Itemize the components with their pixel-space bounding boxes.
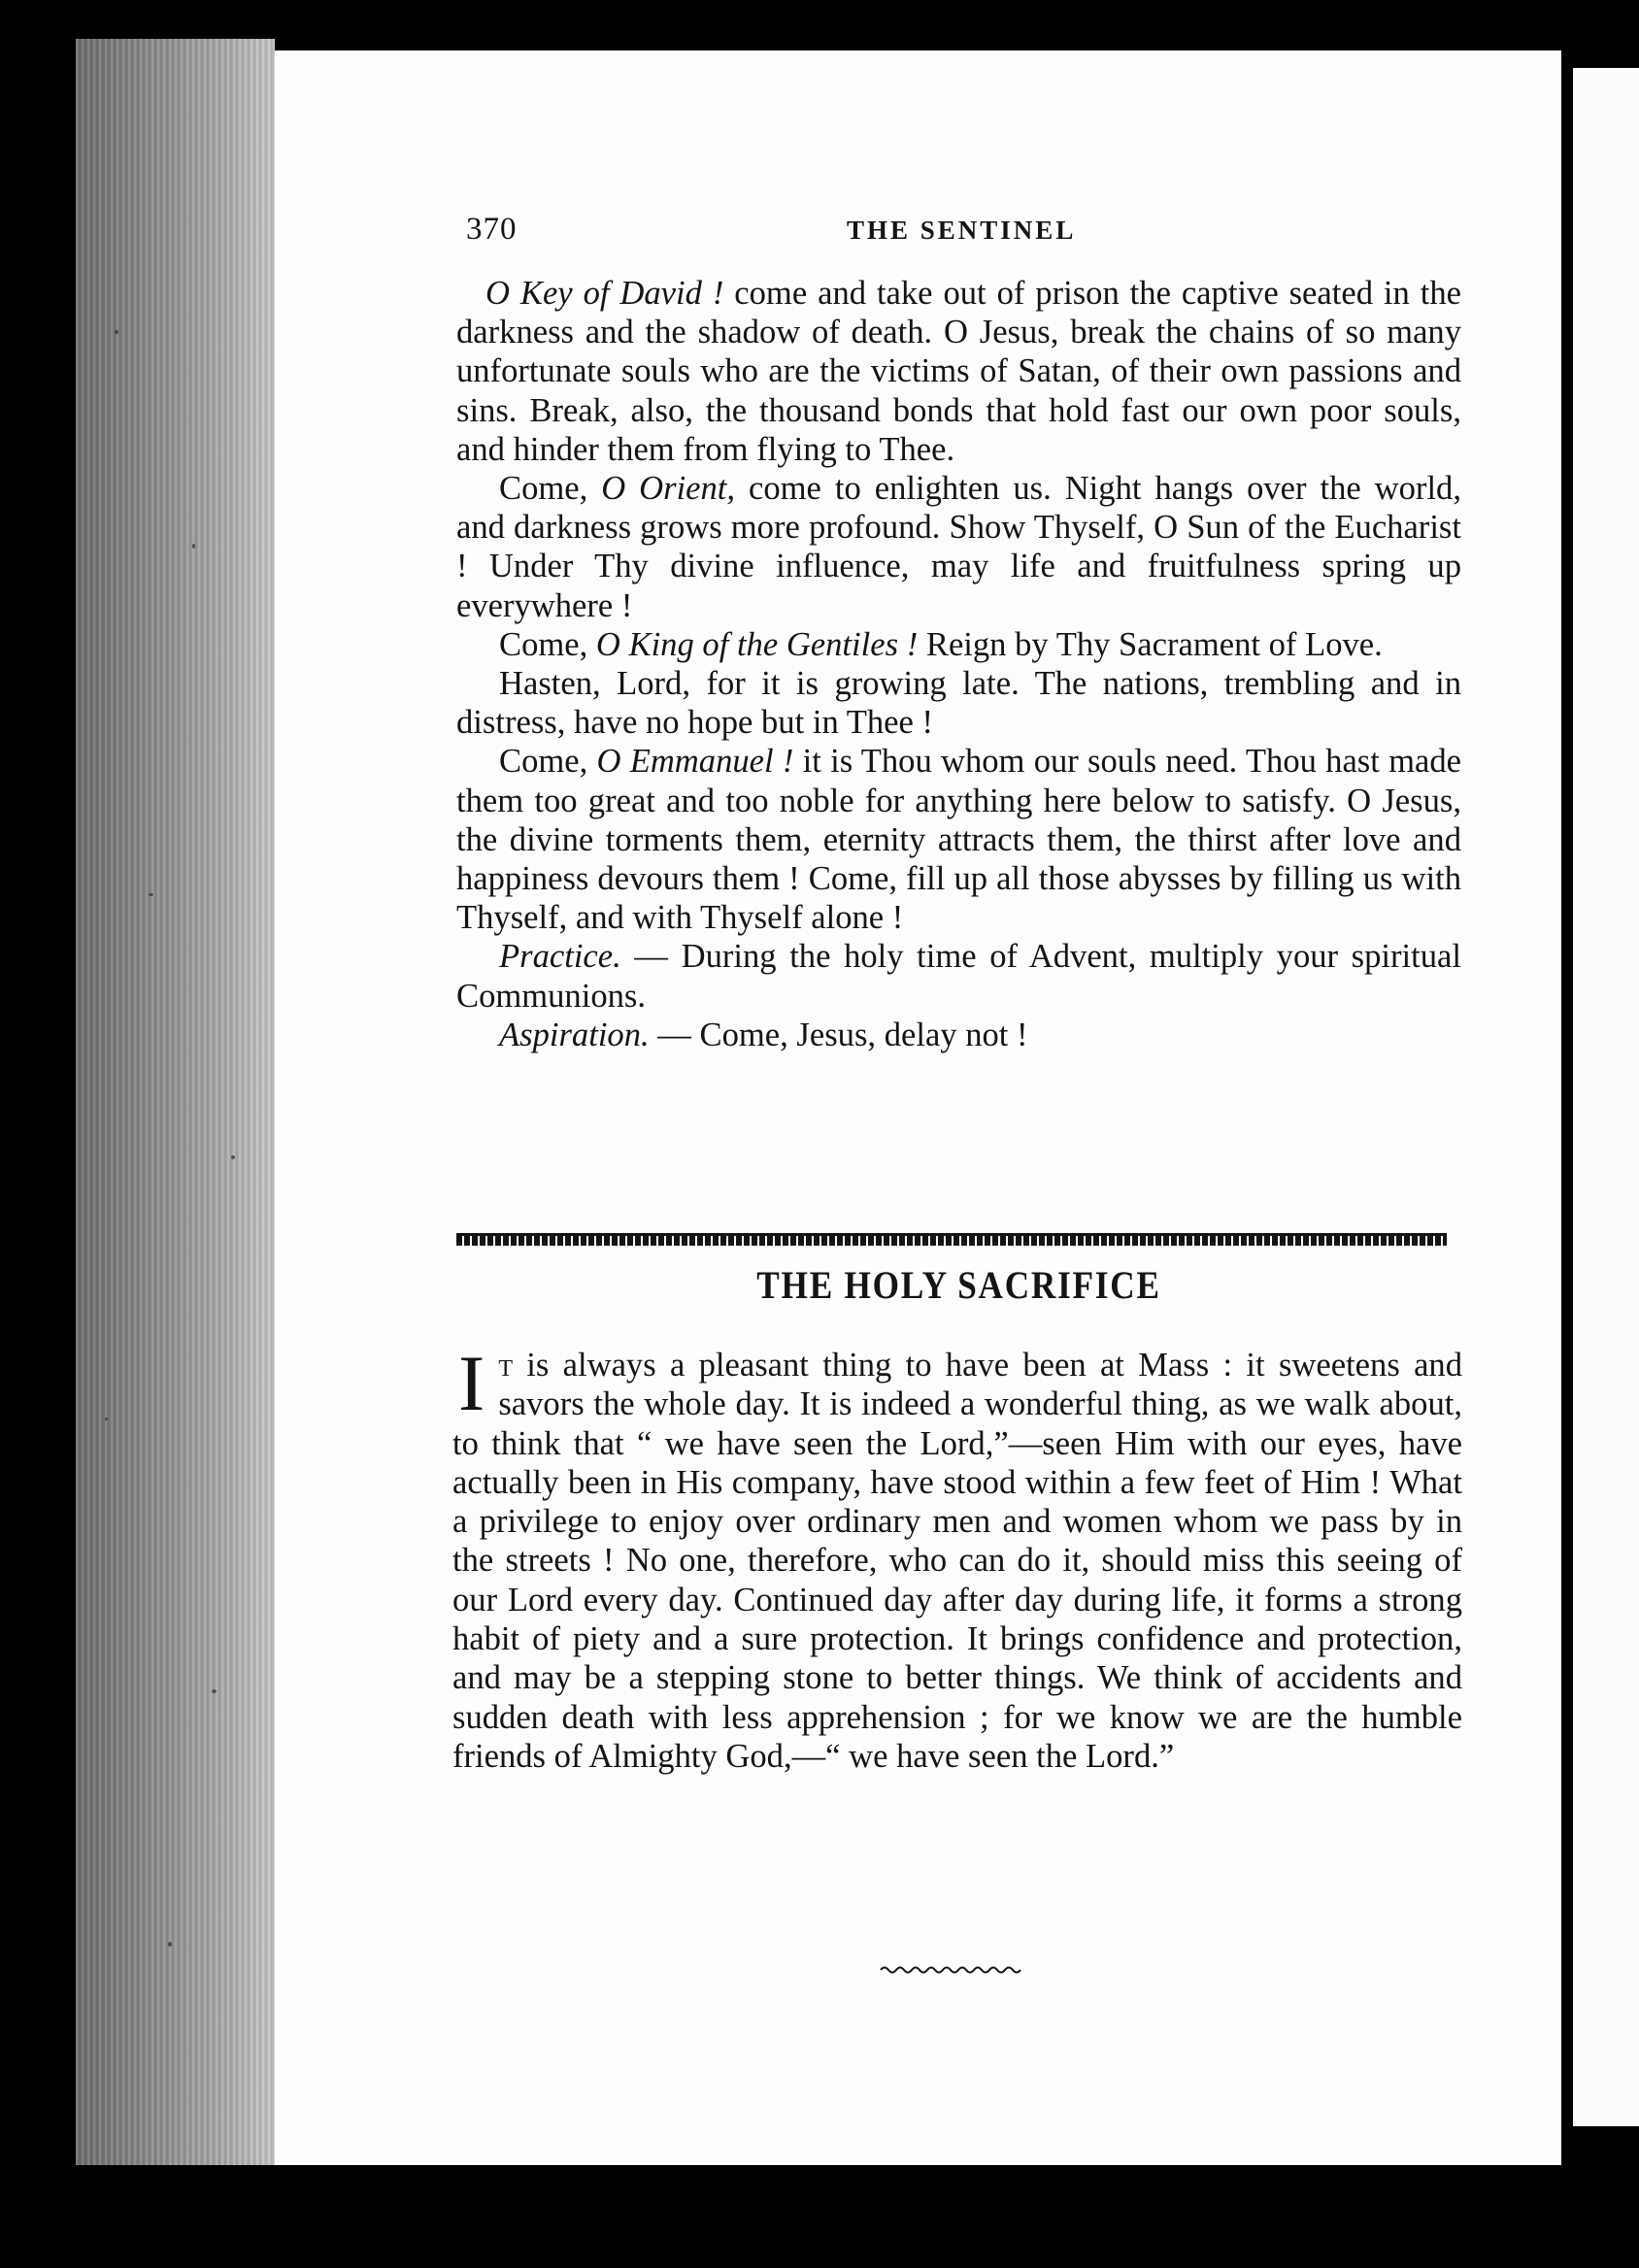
paragraph-text: come to enlighten us. Night hangs over the world, and darkness grows more profound. Show Thyself, O Sun of the Eucharist ! Under Thy divine influence, may life and fruitfulness spring up everywhere ! xyxy=(456,470,1461,624)
article-paragraph: is always a pleasant thing to have been at Mass : it sweetens and savors the whole day. It is indeed a wonderful thing, as we walk about, to think that “ we have seen the Lord,”—seen Him with our eyes, have actually been in His company, have stood within a few feet of Him ! What a privilege to enjoy over ordinary men and women whom we pass by in the streets ! No one, therefore, who can do it, should miss this seeing of our Lord every day. Continued day after day during life, it forms a strong habit of piety and a sure protection. It brings confidence and protection, and may be a stepping stone to better things. We think of accidents and sudden death with less apprehension ; for we know we are the humble friends of Almighty God,—“ we have seen the Lord.” xyxy=(452,1347,1462,1775)
invocation-italic: O Key of David ! xyxy=(485,275,724,312)
ornamental-divider xyxy=(456,1233,1447,1246)
practice-text: — During the holy time of Advent, multiply your spiritual Communions. xyxy=(456,938,1461,1015)
paper-speck xyxy=(192,544,195,549)
paragraph-text: it is Thou whom our souls need. Thou hast made them too great and too noble for anything here below to satisfy. O Jesus, the divine torments them, eternity attracts them, the thirst after love and happiness devours them ! Come, fill up all those abysses by filling us with Thyself, and with Thyself alone ! xyxy=(456,743,1461,937)
book-page-edges xyxy=(76,39,275,2165)
paragraph-emmanuel xyxy=(456,742,1461,937)
paragraph-text: Hasten, Lord, for it is growing late. The nations, trembling and in distress, have no hope but in Thee ! xyxy=(456,665,1461,742)
paragraph-text: Reign by Thy Sacrament of Love. xyxy=(918,625,1383,663)
paragraph-text: come and take out of prison the captive seated in the darkness and the shadow of death. O Jesus, break the chains of so many unfortunate souls who are the victims of Satan, of their own passions and sins. Break, also, the thousand bonds that hold fast our own poor souls, and hinder them from flying to Thee. xyxy=(456,275,1461,468)
paper-speck xyxy=(212,1689,217,1693)
running-head xyxy=(466,212,1456,250)
paper-speck xyxy=(149,893,153,896)
aspiration-label: Aspiration. xyxy=(499,1016,650,1053)
paragraph-lead: Come, xyxy=(499,625,596,663)
article-body xyxy=(452,1339,1462,1776)
journal-title: THE SENTINEL xyxy=(847,216,1077,245)
invocation-italic: O Orient, xyxy=(601,470,736,508)
paragraph-aspiration xyxy=(456,1016,1461,1054)
first-word-rest: t xyxy=(498,1347,513,1384)
paragraph-lead: Come, xyxy=(499,470,602,508)
paper-speck xyxy=(168,1942,172,1947)
practice-label: Practice. xyxy=(499,938,621,976)
drop-cap: I xyxy=(458,1339,485,1427)
paragraph-lead: Come, xyxy=(499,743,597,781)
paper-speck xyxy=(115,330,118,334)
paper-speck xyxy=(105,1418,108,1420)
paragraph-king-of-gentiles xyxy=(456,625,1461,664)
invocation-italic: O King of the Gentiles ! xyxy=(595,625,919,663)
paper-speck xyxy=(231,1155,235,1159)
paragraph-key-of-david xyxy=(456,274,1461,469)
tail-ornament xyxy=(879,1963,1024,1977)
invocation-italic: O Emmanuel ! xyxy=(596,743,794,781)
continued-article-text xyxy=(456,274,1461,1054)
article-title: THE HOLY SACRIFICE xyxy=(756,1263,1161,1307)
paragraph-hasten-lord xyxy=(456,664,1461,742)
aspiration-text: — Come, Jesus, delay not ! xyxy=(649,1016,1028,1053)
next-page-edge xyxy=(1573,68,1639,2126)
paragraph-practice xyxy=(456,937,1461,1015)
paragraph-orient xyxy=(456,469,1461,625)
page-number: 370 xyxy=(466,212,518,247)
